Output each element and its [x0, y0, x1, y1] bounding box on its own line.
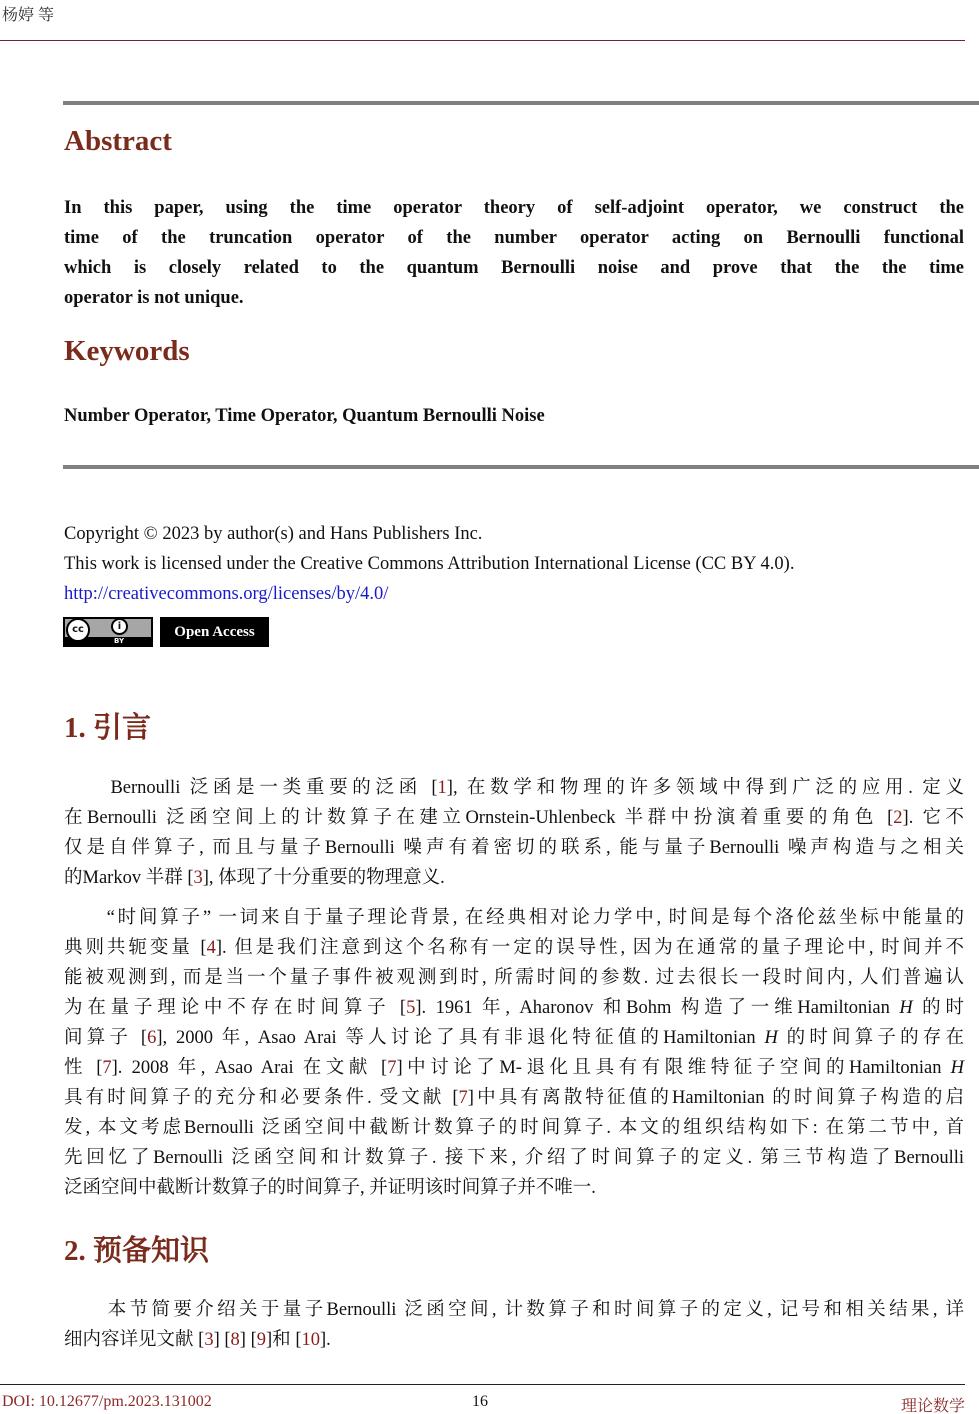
by-label: BY [114, 637, 125, 645]
text-line: 性 [7]. 2008 年, Asao Arai 在文献 [7]中讨论了M-退化且具有有限维特征子空间的Hamiltonian H [64, 1058, 965, 1078]
citation-link[interactable]: 7 [102, 1058, 112, 1078]
citation-link[interactable]: 2 [893, 808, 903, 828]
page-number: 16 [472, 1393, 488, 1410]
section-1-paragraph-2 [64, 903, 964, 1203]
abstract-top-rule [63, 101, 979, 105]
abstract-body [64, 193, 964, 313]
citation-link[interactable]: 8 [230, 1330, 240, 1350]
citation-link[interactable]: 7 [387, 1058, 397, 1078]
citation-link[interactable]: 5 [406, 998, 416, 1018]
text-line: 具有时间算子的充分和必要条件. 受文献 [7]中具有离散特征值的Hamiltonian 的时间算子构造的启 [64, 1088, 964, 1108]
open-access-badge: Open Access [160, 617, 269, 647]
license-block [64, 519, 964, 609]
copyright-line: Copyright © 2023 by author(s) and Hans Publishers Inc. [64, 524, 483, 544]
section-2-heading: 2. 预备知识 [64, 1235, 210, 1267]
keywords-heading: Keywords [64, 335, 190, 367]
attribution-icon: i [111, 618, 128, 635]
keywords-line: Number Operator, Time Operator, Quantum Bernoulli Noise [64, 406, 545, 426]
text-line: 发, 本文考虑Bernoulli 泛函空间中截断计数算子的时间算子. 本文的组织结构如下: 在第二节中, 首 [64, 1118, 964, 1138]
citation-link[interactable]: 3 [193, 868, 203, 888]
abstract-bottom-rule [63, 465, 979, 469]
text-line: 细内容详见文献 [3] [8] [9]和 [10]. [64, 1330, 331, 1350]
text-line: 能被观测到, 而是当一个量子事件被观测到时, 所需时间的参数. 过去很长一段时间内, 人们普遍认 [64, 968, 964, 988]
text-line: 仅是自伴算子, 而且与量子Bernoulli 噪声有着密切的联系, 能与量子Bernoulli 噪声构造与之相关 [64, 838, 964, 858]
citation-link[interactable]: 10 [301, 1330, 320, 1350]
license-link[interactable]: http://creativecommons.org/licenses/by/4.0/ [64, 584, 389, 604]
running-head: 杨婷 等 [2, 7, 55, 24]
section-1-heading: 1. 引言 [64, 712, 152, 744]
text-line: In this paper, using the time operator theory of self-adjoint operator, we construct the [64, 198, 964, 218]
text-line: 先回忆了Bernoulli 泛函空间和计数算子. 接下来, 介绍了时间算子的定义. 第三节构造了Bernoulli [64, 1148, 964, 1168]
text-line: “时间算子” 一词来自于量子理论背景, 在经典相对论力学中, 时间是每个洛伦兹坐标中能量的 [64, 908, 964, 928]
cc-by-badge[interactable] [63, 617, 153, 647]
citation-link[interactable]: 6 [147, 1028, 157, 1048]
section-1-paragraph-1 [64, 773, 964, 893]
text-line: 泛函空间中截断计数算子的时间算子, 并证明该时间算子并不唯一. [64, 1178, 596, 1198]
journal-name: 理论数学 [900, 1398, 965, 1414]
header-rule [0, 40, 965, 41]
license-statement: This work is licensed under the Creative Commons Attribution International License (CC BY 4.0). [64, 554, 795, 574]
citation-link[interactable]: 3 [204, 1330, 214, 1350]
text-line: 间算子 [6], 2000 年, Asao Arai 等人讨论了具有非退化特征值的Hamiltonian H 的时间算子的存在 [64, 1028, 964, 1048]
text-line: 典则共轭变量 [4]. 但是我们注意到这个名称有一定的误导性, 因为在通常的量子理论中, 时间并不 [64, 938, 964, 958]
cc-icon: cc [66, 618, 90, 642]
footer-rule [0, 1384, 965, 1385]
abstract-heading: Abstract [64, 125, 172, 157]
citation-link[interactable]: 9 [256, 1330, 266, 1350]
text-line: 在Bernoulli 泛函空间上的计数算子在建立Ornstein-Uhlenbeck 半群中扮演着重要的角色 [2]. 它不 [64, 808, 964, 828]
text-line: 为在量子理论中不存在时间算子 [5]. 1961 年, Aharonov 和Bohm 构造了一维Hamiltonian H 的时 [64, 998, 964, 1018]
text-line: which is closely related to the quantum Bernoulli noise and prove that the the time [64, 258, 964, 278]
keywords-text [64, 401, 964, 431]
citation-link[interactable]: 7 [458, 1088, 468, 1108]
text-line: 本节简要介绍关于量子Bernoulli 泛函空间, 计数算子和时间算子的定义, 记号和相关结果, 详 [64, 1300, 964, 1320]
footer-doi: DOI: 10.12677/pm.2023.131002 [2, 1393, 212, 1410]
text-line: time of the truncation operator of the number operator acting on Bernoulli functional [64, 228, 964, 248]
citation-link[interactable]: 1 [437, 778, 447, 798]
text-line: operator is not unique. [64, 288, 244, 308]
text-line: Bernoulli 泛函是一类重要的泛函 [1], 在数学和物理的许多领域中得到广泛的应用. 定义 [64, 778, 964, 798]
text-line: 的Markov 半群 [3], 体现了十分重要的物理意义. [64, 868, 445, 888]
section-2-paragraph-1 [64, 1295, 964, 1355]
citation-link[interactable]: 4 [206, 938, 216, 958]
